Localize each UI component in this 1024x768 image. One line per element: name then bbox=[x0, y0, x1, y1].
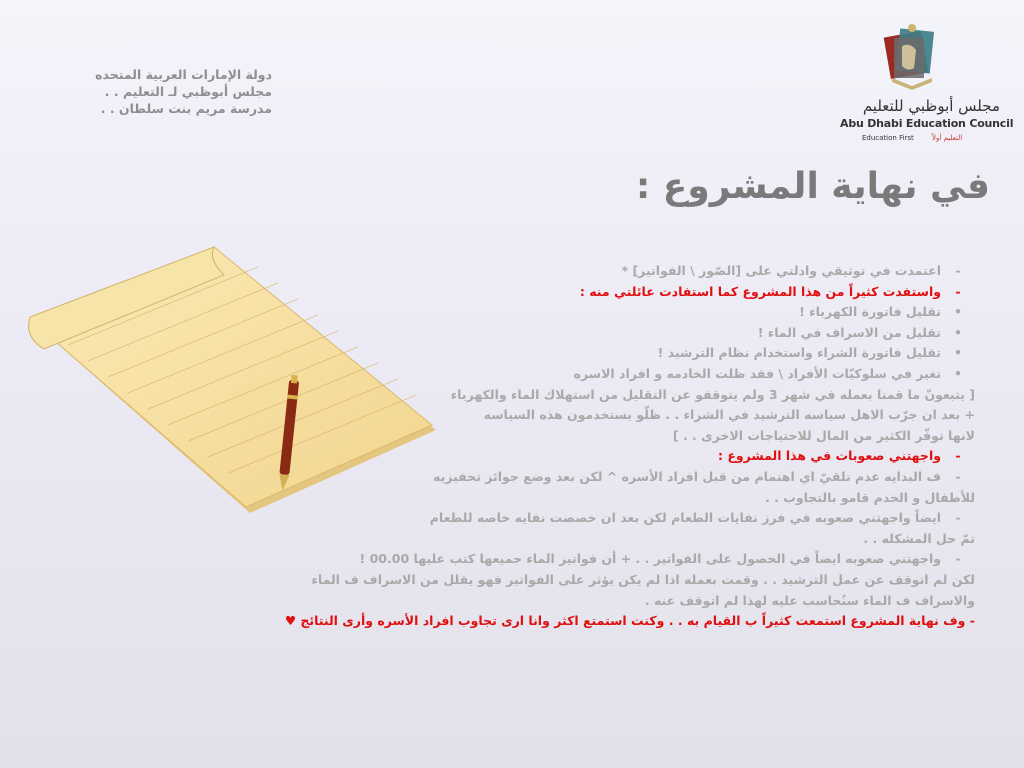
dash-marker: - bbox=[955, 283, 961, 299]
line-text: تقليل فاتورة الشراء واستخدام نظام الترشيد ! bbox=[657, 345, 941, 361]
line-18 bbox=[240, 611, 975, 632]
line-text: واستفدت كثيراً من هذا المشروع كما استفادت عائلتي منه : bbox=[579, 283, 941, 299]
bullet-marker: • bbox=[954, 324, 962, 340]
school-line-council: مجلس أبوظبي لـ التعليم . . bbox=[104, 84, 272, 99]
line-1 bbox=[240, 261, 975, 282]
line-text: - وف نهاية المشروع استمعت كثيراً ب القيام به . . وكنت استمتع اكثر وانا ارى تجاوب افراد الأسره وأرى النتائج ♥ bbox=[284, 613, 975, 629]
line-text: تقليل فاتورة الكهرباء ! bbox=[799, 304, 941, 320]
slide-title: في نهاية المشروع : bbox=[635, 166, 990, 207]
school-header bbox=[80, 66, 272, 117]
line-text: لانها توفّر الكثير من المال للاحتياجات الاخرى . . ] bbox=[672, 427, 975, 443]
line-text: ايضاً واجهتني صعوبه في فرز نفايات الطعام لكن بعد ان خصصت نفايه خاصه للطعام bbox=[429, 510, 941, 526]
line-text: تغير في سلوكيّات الأفراد \ فقد ظلت الخادمه و افراد الاسره bbox=[573, 365, 941, 381]
dash-marker: - bbox=[955, 263, 961, 278]
line-14 bbox=[240, 529, 975, 550]
bullet-marker: • bbox=[954, 365, 962, 381]
line-text: [ يتبعونّ ما قمنا بعمله في شهر 3 ولم يتوقفو عن التقليل من استهلاك الماء والكهرباء bbox=[450, 386, 975, 402]
body-text bbox=[240, 261, 975, 632]
line-16 bbox=[240, 570, 975, 591]
line-4 bbox=[240, 323, 975, 344]
line-text: واجهتني صعوبه ايضاً في الحصول على الفواتير . . + أن فواتير الماء جميعها كتب عليها 00.00 ! bbox=[359, 551, 941, 567]
dash-marker: - bbox=[955, 468, 961, 484]
line-text: اعتمدت في توثيقي وادلتي على [الصّور \ الفواتير] * bbox=[621, 263, 941, 278]
line-12 bbox=[240, 488, 975, 509]
council-name-english: Abu Dhabi Education Council bbox=[840, 117, 1014, 130]
line-13 bbox=[240, 508, 975, 529]
line-9 bbox=[240, 426, 975, 447]
bullet-marker: • bbox=[954, 345, 962, 361]
line-17 bbox=[240, 591, 975, 612]
line-15 bbox=[240, 549, 975, 570]
line-8 bbox=[240, 405, 975, 426]
dash-marker: - bbox=[955, 448, 961, 464]
council-tagline-english: Education First bbox=[862, 134, 914, 142]
council-tagline bbox=[862, 134, 1002, 142]
school-line-school: مدرسة مريم بنت سلطان . . bbox=[100, 101, 272, 116]
line-5 bbox=[240, 343, 975, 364]
bullet-marker: • bbox=[954, 304, 962, 320]
line-text: تقليل من الاسراف في الماء ! bbox=[757, 324, 941, 340]
line-2 bbox=[240, 282, 975, 303]
line-3 bbox=[240, 302, 975, 323]
line-6 bbox=[240, 364, 975, 385]
council-tagline-arabic: التعليم أولاً bbox=[932, 134, 963, 142]
dash-marker: - bbox=[955, 551, 961, 567]
line-7 bbox=[240, 385, 975, 406]
line-10 bbox=[240, 446, 975, 467]
line-text: ف البدايه عدم تلقيّ اي اهتمام من قبل افراد الأسره ^ لكن بعد وضع جوائز تحفيزيه bbox=[433, 468, 941, 484]
dash-marker: - bbox=[955, 510, 961, 526]
line-text: واجهتني صعوبات في هذا المشروع : bbox=[717, 448, 941, 464]
line-11 bbox=[240, 467, 975, 488]
school-line-country: دولة الإمارات العربية المتحده bbox=[95, 67, 272, 82]
line-text: والاسراف ف الماء سنُحاسب عليه لهذا لم اتوقف عنه . bbox=[644, 592, 975, 608]
line-text: للأطفال و الخدم قامو بالتجاوب . . bbox=[765, 489, 975, 505]
council-name-arabic: مجلس أبوظبي للتعليم bbox=[862, 97, 1000, 115]
line-text: لكن لم اتوقف عن عمل الترشيد . . وقمت بعمله اذا لم يكن يؤثر على الفواتير فهو يقلل من الاسراف ف الماء bbox=[311, 571, 975, 587]
line-text: تمّ حل المشكله . . bbox=[863, 530, 975, 546]
line-text: + بعد ان جرّب الاهل سياسه الترشيد في الشراء . . ظلّو يستخدمون هذه السياسه bbox=[483, 407, 975, 423]
